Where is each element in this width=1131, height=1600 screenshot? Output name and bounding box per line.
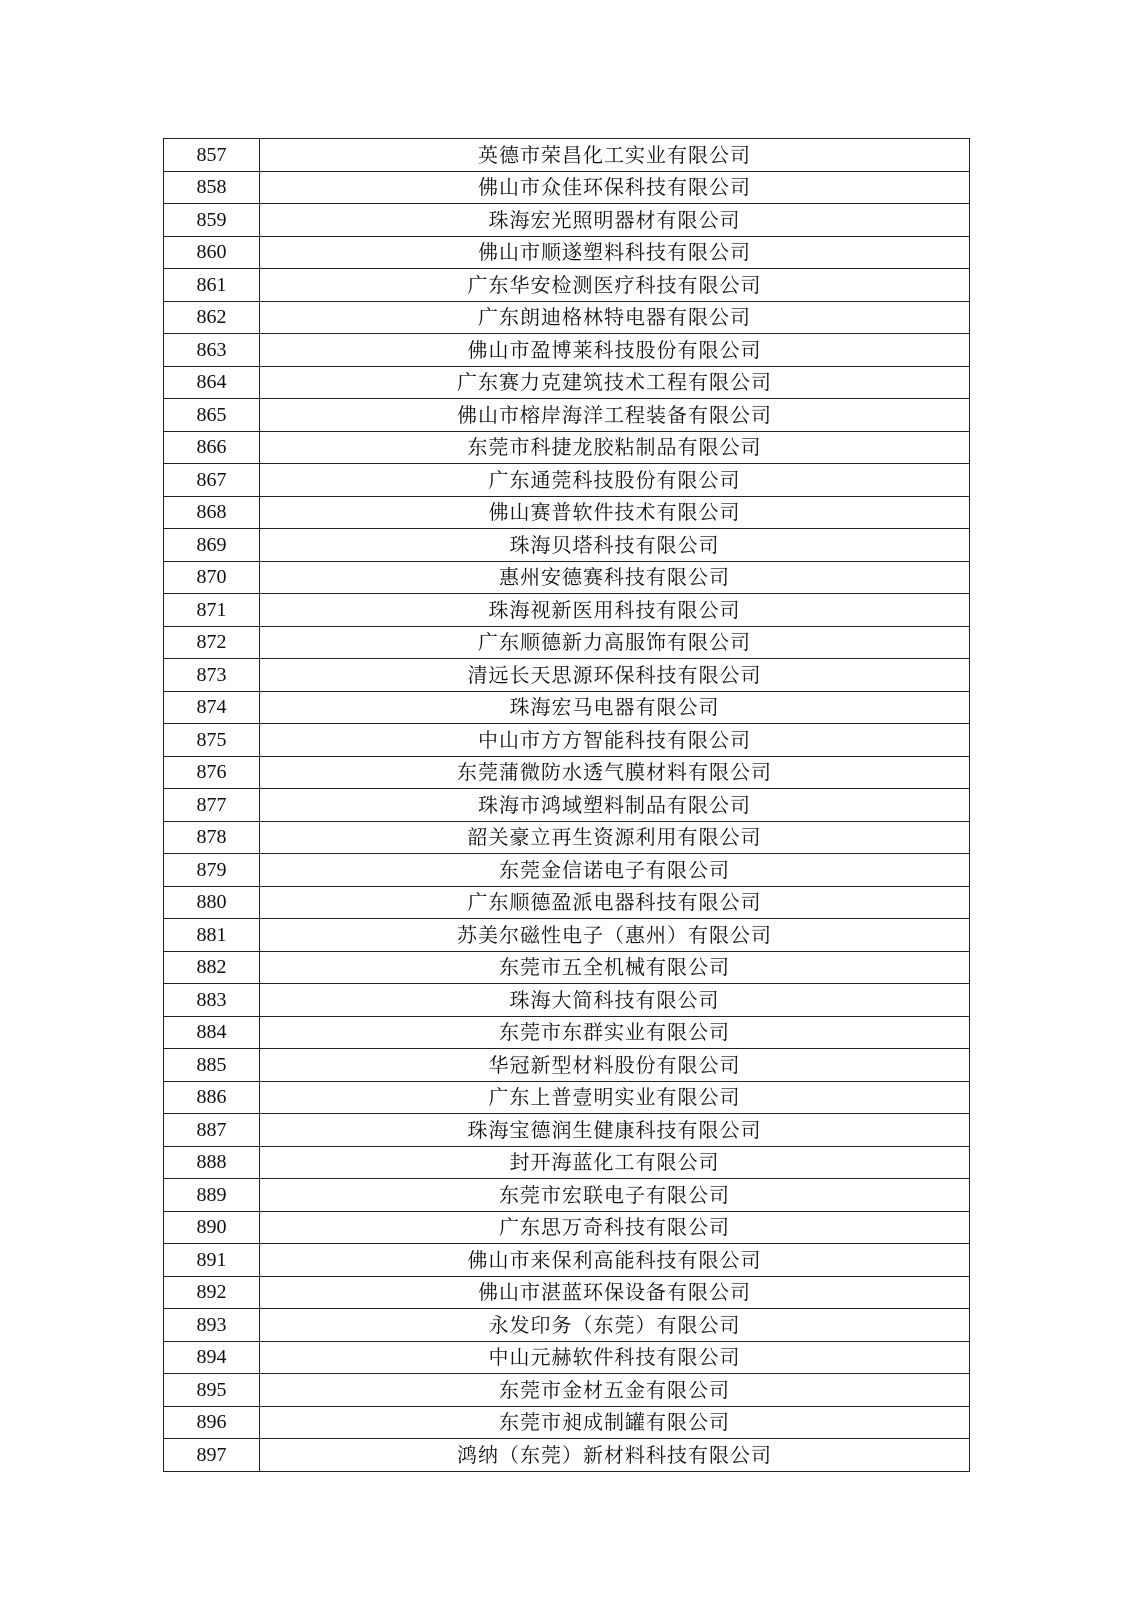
row-number-cell: 894 [164,1341,260,1374]
row-number-cell: 897 [164,1439,260,1472]
company-name-cell: 广东赛力克建筑技术工程有限公司 [260,366,970,399]
table-row [164,1309,970,1342]
company-name-cell: 佛山市榕岸海洋工程装备有限公司 [260,399,970,432]
table-row [164,399,970,432]
row-number-cell: 874 [164,691,260,724]
company-name-cell: 珠海宝德润生健康科技有限公司 [260,1114,970,1147]
table-row [164,951,970,984]
company-name-cell: 清远长天思源环保科技有限公司 [260,659,970,692]
table-row [164,1146,970,1179]
company-name-cell: 苏美尔磁性电子（惠州）有限公司 [260,919,970,952]
table-row [164,1049,970,1082]
row-number-cell: 857 [164,139,260,172]
row-number-cell: 883 [164,984,260,1017]
table-row [164,626,970,659]
row-number-cell: 896 [164,1406,260,1439]
company-name-cell: 佛山市来保利高能科技有限公司 [260,1244,970,1277]
row-number-cell: 864 [164,366,260,399]
company-name-cell: 东莞市金材五金有限公司 [260,1374,970,1407]
row-number-cell: 878 [164,821,260,854]
table-row [164,139,970,172]
company-list-table [163,138,970,1472]
table-row [164,1244,970,1277]
row-number-cell: 860 [164,236,260,269]
company-name-cell: 佛山赛普软件技术有限公司 [260,496,970,529]
company-list-body [164,139,970,1472]
row-number-cell: 877 [164,789,260,822]
company-name-cell: 珠海视新医用科技有限公司 [260,594,970,627]
table-row [164,171,970,204]
company-name-cell: 英德市荣昌化工实业有限公司 [260,139,970,172]
table-row [164,334,970,367]
company-name-cell: 东莞市宏联电子有限公司 [260,1179,970,1212]
row-number-cell: 895 [164,1374,260,1407]
company-name-cell: 珠海贝塔科技有限公司 [260,529,970,562]
row-number-cell: 889 [164,1179,260,1212]
company-name-cell: 广东思万奇科技有限公司 [260,1211,970,1244]
row-number-cell: 869 [164,529,260,562]
company-name-cell: 广东华安检测医疗科技有限公司 [260,269,970,302]
row-number-cell: 868 [164,496,260,529]
row-number-cell: 867 [164,464,260,497]
table-row [164,1081,970,1114]
table-row [164,659,970,692]
table-row [164,886,970,919]
company-name-cell: 韶关豪立再生资源利用有限公司 [260,821,970,854]
company-name-cell: 封开海蓝化工有限公司 [260,1146,970,1179]
company-name-cell: 惠州安德赛科技有限公司 [260,561,970,594]
company-name-cell: 广东通莞科技股份有限公司 [260,464,970,497]
table-row [164,756,970,789]
row-number-cell: 863 [164,334,260,367]
company-name-cell: 珠海大简科技有限公司 [260,984,970,1017]
company-name-cell: 佛山市顺遂塑料科技有限公司 [260,236,970,269]
company-name-cell: 华冠新型材料股份有限公司 [260,1049,970,1082]
table-row [164,464,970,497]
table-row [164,1374,970,1407]
company-name-cell: 佛山市湛蓝环保设备有限公司 [260,1276,970,1309]
table-row [164,789,970,822]
row-number-cell: 871 [164,594,260,627]
table-row [164,1016,970,1049]
company-name-cell: 佛山市众佳环保科技有限公司 [260,171,970,204]
company-name-cell: 珠海市鸿域塑料制品有限公司 [260,789,970,822]
row-number-cell: 891 [164,1244,260,1277]
company-name-cell: 鸿纳（东莞）新材料科技有限公司 [260,1439,970,1472]
company-name-cell: 永发印务（东莞）有限公司 [260,1309,970,1342]
company-name-cell: 广东顺德新力高服饰有限公司 [260,626,970,659]
table-row [164,691,970,724]
company-name-cell: 广东朗迪格林特电器有限公司 [260,301,970,334]
table-row [164,984,970,1017]
company-name-cell: 中山元赫软件科技有限公司 [260,1341,970,1374]
table-row [164,854,970,887]
company-name-cell: 东莞市五全机械有限公司 [260,951,970,984]
table-row [164,301,970,334]
company-name-cell: 中山市方方智能科技有限公司 [260,724,970,757]
table-row [164,561,970,594]
row-number-cell: 890 [164,1211,260,1244]
row-number-cell: 884 [164,1016,260,1049]
company-name-cell: 东莞市科捷龙胶粘制品有限公司 [260,431,970,464]
company-name-cell: 东莞金信诺电子有限公司 [260,854,970,887]
row-number-cell: 879 [164,854,260,887]
row-number-cell: 880 [164,886,260,919]
row-number-cell: 892 [164,1276,260,1309]
row-number-cell: 872 [164,626,260,659]
company-name-cell: 东莞市昶成制罐有限公司 [260,1406,970,1439]
row-number-cell: 873 [164,659,260,692]
row-number-cell: 861 [164,269,260,302]
company-name-cell: 珠海宏马电器有限公司 [260,691,970,724]
table-row [164,919,970,952]
table-row [164,1179,970,1212]
table-row [164,236,970,269]
row-number-cell: 887 [164,1114,260,1147]
company-name-cell: 广东顺德盈派电器科技有限公司 [260,886,970,919]
row-number-cell: 870 [164,561,260,594]
company-name-cell: 广东上普壹明实业有限公司 [260,1081,970,1114]
row-number-cell: 881 [164,919,260,952]
table-row [164,724,970,757]
table-row [164,1341,970,1374]
company-name-cell: 东莞蒲微防水透气膜材料有限公司 [260,756,970,789]
row-number-cell: 866 [164,431,260,464]
table-row [164,204,970,237]
row-number-cell: 859 [164,204,260,237]
table-row [164,1406,970,1439]
row-number-cell: 886 [164,1081,260,1114]
row-number-cell: 862 [164,301,260,334]
row-number-cell: 893 [164,1309,260,1342]
company-name-cell: 佛山市盈博莱科技股份有限公司 [260,334,970,367]
row-number-cell: 858 [164,171,260,204]
table-row [164,366,970,399]
table-row [164,1114,970,1147]
row-number-cell: 882 [164,951,260,984]
table-row [164,529,970,562]
row-number-cell: 885 [164,1049,260,1082]
table-row [164,269,970,302]
table-row [164,1439,970,1472]
row-number-cell: 876 [164,756,260,789]
table-row [164,496,970,529]
row-number-cell: 865 [164,399,260,432]
company-name-cell: 东莞市东群实业有限公司 [260,1016,970,1049]
row-number-cell: 875 [164,724,260,757]
table-row [164,1211,970,1244]
table-row [164,1276,970,1309]
table-row [164,821,970,854]
table-row [164,431,970,464]
table-row [164,594,970,627]
row-number-cell: 888 [164,1146,260,1179]
company-name-cell: 珠海宏光照明器材有限公司 [260,204,970,237]
